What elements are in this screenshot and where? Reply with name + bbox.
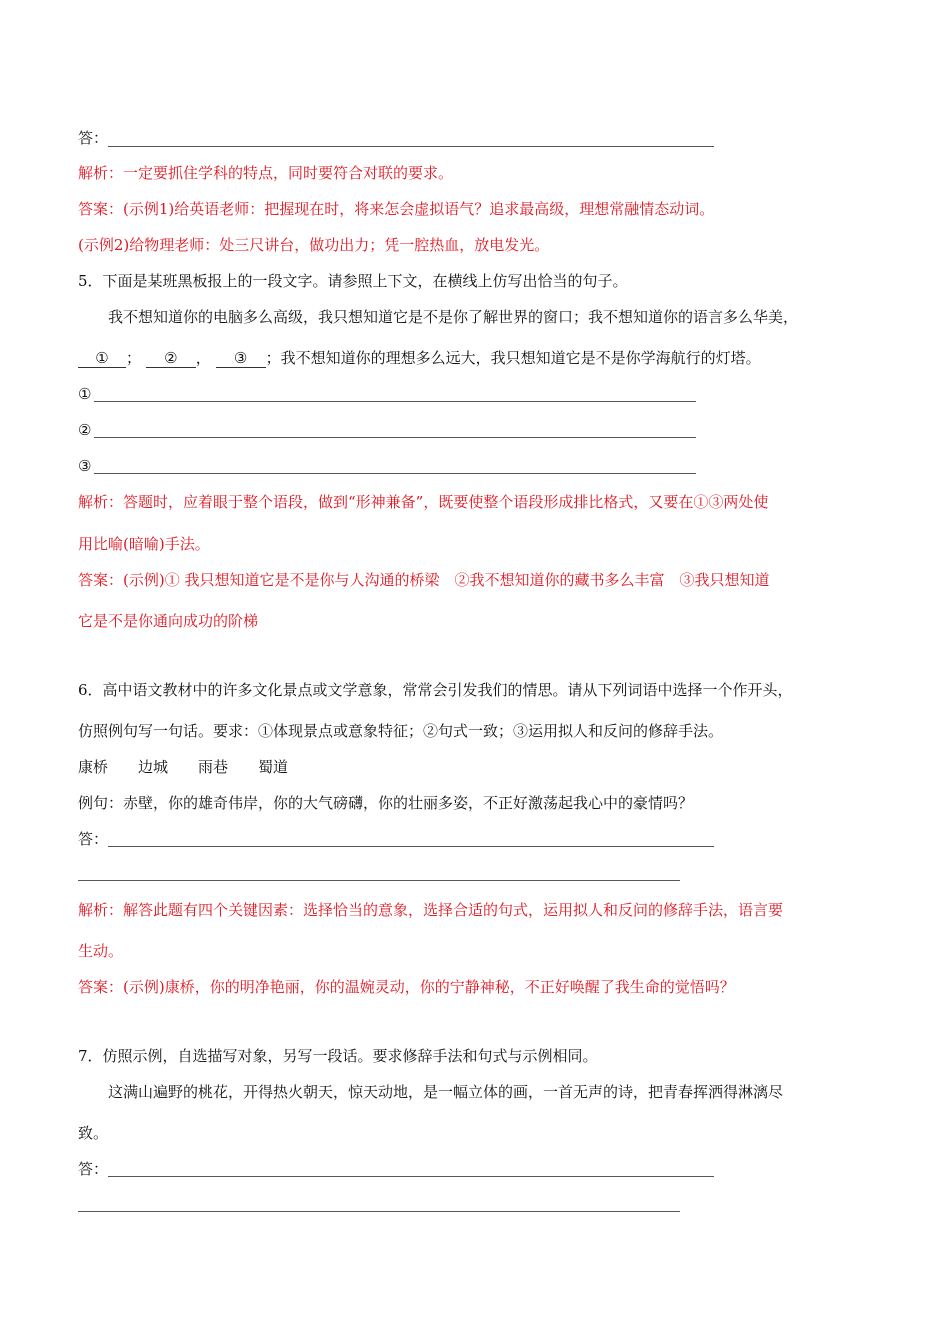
q6-analysis-line1: 解析：解答此题有四个关键因素：选择恰当的意象，选择合适的句式，运用拟人和反问的修辞手法，语言要 xyxy=(78,901,784,919)
q6-answer-line-1[interactable] xyxy=(108,846,714,847)
q5-line-label-2: ② xyxy=(78,421,92,439)
word-option: 边城 xyxy=(138,758,169,776)
q5-answer-line-3[interactable] xyxy=(94,473,696,474)
q7-example-line2: 致。 xyxy=(78,1124,109,1142)
q6-answer: 答案：(示例)康桥，你的明净艳丽，你的温婉灵动，你的宁静神秘，不正好唤醒了我生命的觉悟吗？ xyxy=(78,978,735,996)
q5-answer-line-2[interactable] xyxy=(94,437,696,438)
blank-2[interactable]: ② xyxy=(146,350,196,368)
q7-answer-line-1[interactable] xyxy=(108,1176,714,1177)
q6-example: 例句：赤壁，你的雄奇伟岸，你的大气磅礴，你的壮丽多姿，不正好激荡起我心中的豪情吗？ xyxy=(78,794,694,812)
q6-prompt-line1: 6．高中语文教材中的许多文化景点或文学意象，常常会引发我们的情思。请从下列词语中选择一个作开头， xyxy=(78,681,793,699)
q5-passage-line2: ① ； ② ， ③ ；我不想知道你的理想多么远大，我只想知道它是不是你学海航行的灯塔。 xyxy=(78,348,761,368)
blank-3[interactable]: ③ xyxy=(216,350,266,368)
word-option: 康桥 xyxy=(78,758,109,776)
word-option: 雨巷 xyxy=(198,758,229,776)
q6-answer-line-2[interactable] xyxy=(78,880,680,881)
word-option: 蜀道 xyxy=(258,758,289,776)
q7-answer-line-2[interactable] xyxy=(78,1211,680,1212)
q5-answer-line-1[interactable] xyxy=(94,401,696,402)
q5-line-label-3: ③ xyxy=(78,457,92,475)
q7-prompt: 7．仿照示例，自选描写对象，另写一段话。要求修辞手法和句式与示例相同。 xyxy=(78,1047,598,1065)
q5-answer-line2: 它是不是你通向成功的阶梯 xyxy=(78,612,259,630)
q6-word-list xyxy=(78,757,288,777)
answer-label: 答： xyxy=(78,830,109,848)
q4-analysis: 解析：一定要抓住学科的特点，同时要符合对联的要求。 xyxy=(78,164,454,182)
answer-label: 答： xyxy=(78,1160,109,1178)
q5-passage-tail: ；我不想知道你的理想多么远大，我只想知道它是不是你学海航行的灯塔。 xyxy=(265,349,761,367)
q5-line-label-1: ① xyxy=(78,385,92,403)
q4-answer-example-2: (示例2)给物理老师：处三尺讲台，做功出力；凭一腔热血，放电发光。 xyxy=(78,236,550,254)
q6-analysis-line2: 生动。 xyxy=(78,942,124,960)
answer-line[interactable] xyxy=(108,146,714,147)
q5-passage-line1: 我不想知道你的电脑多么高级，我只想知道它是不是你了解世界的窗口；我不想知道你的语言多么华美， xyxy=(108,308,799,326)
q5-prompt: 5．下面是某班黑板报上的一段文字。请参照上下文，在横线上仿写出恰当的句子。 xyxy=(78,272,628,290)
q5-answer-line1: 答案：(示例)① 我只想知道它是不是你与人沟通的桥梁 ②我不想知道你的藏书多么丰富 ③我只想知道 xyxy=(78,571,770,589)
q4-answer-example-1: 答案：(示例1)给英语老师：把握现在时，将来怎会虚拟语气？追求最高级，理想常融情态动词。 xyxy=(78,200,715,218)
blank-1[interactable]: ① xyxy=(78,350,126,368)
answer-label: 答： xyxy=(78,129,109,147)
q5-analysis-line1: 解析：答题时，应着眼于整个语段，做到“形神兼备”，既要使整个语段形成排比格式，又要在①③两处使 xyxy=(78,493,769,511)
q5-analysis-line2: 用比喻(暗喻)手法。 xyxy=(78,535,210,553)
q7-example-line1: 这满山遍野的桃花，开得热火朝天，惊天动地，是一幅立体的画，一首无声的诗，把青春挥洒得淋漓尽 xyxy=(108,1083,784,1101)
q6-prompt-line2: 仿照例句写一句话。要求：①体现景点或意象特征；②句式一致；③运用拟人和反问的修辞手法。 xyxy=(78,722,724,740)
